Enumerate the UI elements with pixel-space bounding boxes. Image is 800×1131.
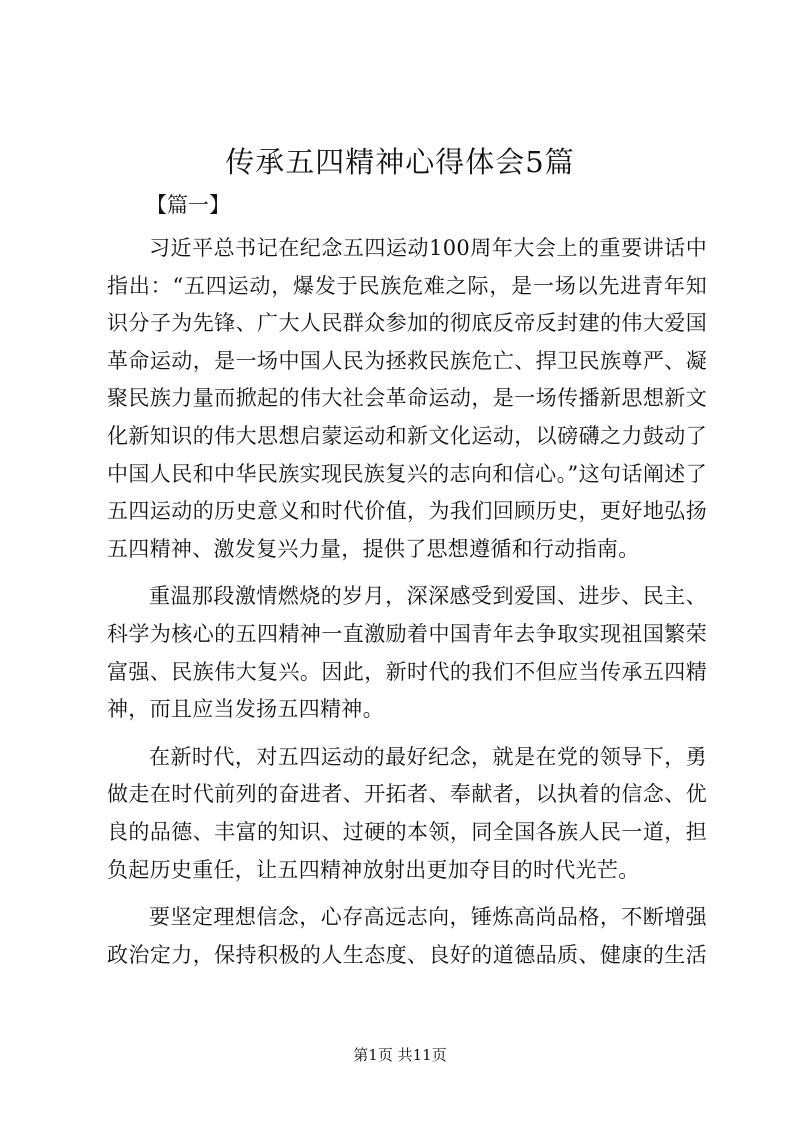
page-footer: 第1页 共11页 <box>353 1046 447 1064</box>
paragraph: 在新时代，对五四运动的最好纪念，就是在党的领导下，勇做走在时代前列的奋进者、开拓者、奉献者，以执着的信念、优良的品德、丰富的知识、过硬的本领，同全国各族人民一道，担负起历史重任，让五四精神放射出更加夺目的时代光芒。 <box>107 744 707 882</box>
paragraph: 重温那段激情燃烧的岁月，深深感受到爱国、进步、民主、科学为核心的五四精神一直激励着中国青年去争取实现祖国繁荣富强、民族伟大复兴。因此，新时代的我们不但应当传承五四精神，而且应当发扬五四精神。 <box>107 584 707 722</box>
document-title: 传承五四精神心得体会5篇 <box>225 145 575 179</box>
section-label: 【篇一】 <box>146 193 230 217</box>
paragraph: 要坚定理想信念，心存高远志向，锤炼高尚品格，不断增强政治定力，保持积极的人生态度、良好的道德品质、健康的生活 <box>107 905 707 967</box>
paragraph: 习近平总书记在纪念五四运动100周年大会上的重要讲话中指出：“五四运动，爆发于民族危难之际，是一场以先进青年知识分子为先锋、广大人民群众参加的彻底反帝反封建的伟大爱国革命运动，是一场中国人民为拯救民族危亡、捍卫民族尊严、凝聚民族力量而掀起的伟大社会革命运动，是一场传播新思想新文化新知识的伟大思想启蒙运动和新文化运动，以磅礴之力鼓动了中国人民和中华民族实现民族复兴的志向和信心。”这句话阐述了五四运动的历史意义和时代价值，为我们回顾历史，更好地弘扬五四精神、激发复兴力量，提供了思想遵循和行动指南。 <box>107 236 707 561</box>
document-body <box>107 230 707 984</box>
